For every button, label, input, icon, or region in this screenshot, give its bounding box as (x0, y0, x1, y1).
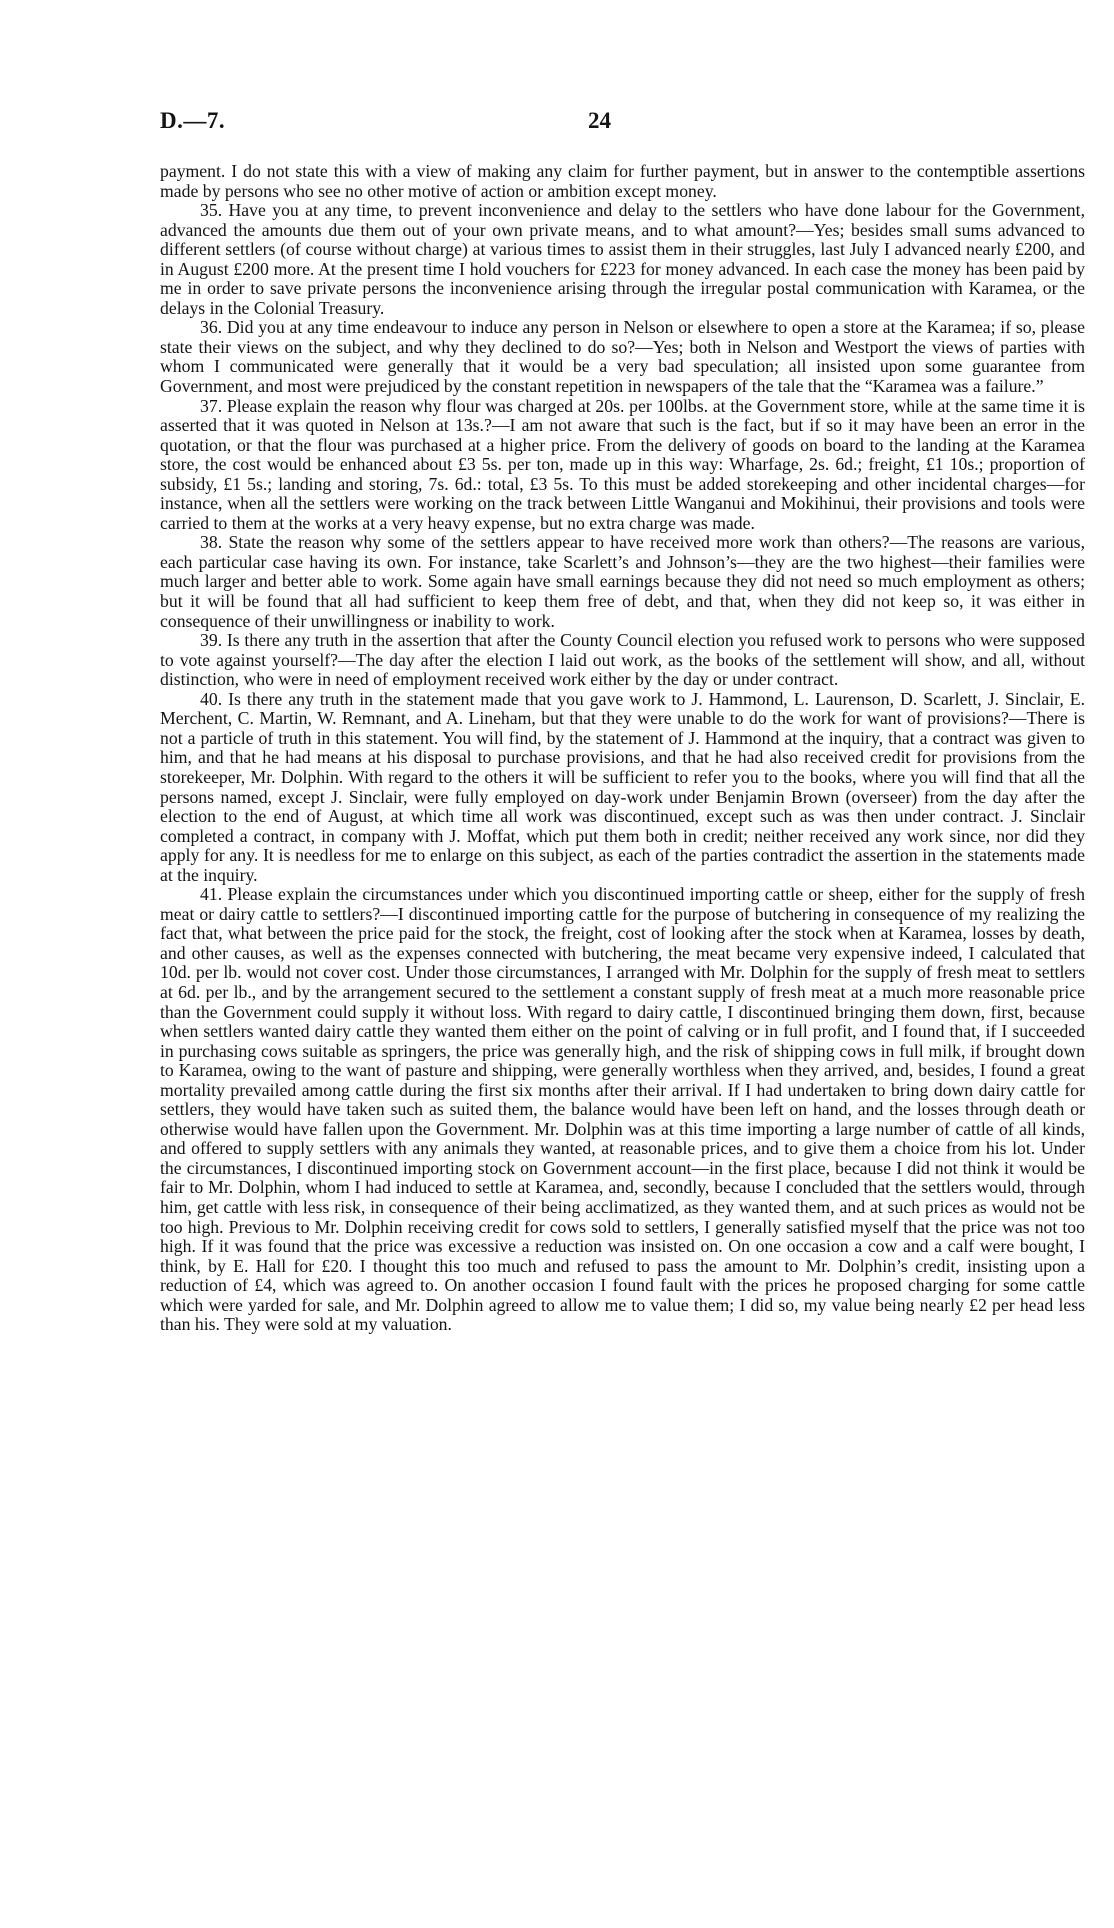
paragraph-continuation: payment. I do not state this with a view of making any claim for further payment, but in answer to the contemptible assertions made by persons who see no other motive of action or ambition except money. (160, 161, 1085, 201)
paragraph-question-37: 37. Please explain the reason why flour was charged at 20s. per 100lbs. at the Government store, while at the same time it is asserted that it was quoted in Nelson at 13s.?—I am not aware that such is the fact, but if so it may have been an error in the quotation, or that the flour was purchased at a higher price. From the delivery of goods on board to the landing at the Karamea store, the cost would be enhanced about £3 5s. per ton, made up in this way: Wharfage, 2s. 6d.; freight, £1 10s.; proportion of subsidy, £1 5s.; landing and storing, 7s. 6d.: total, £3 5s. To this must be added storekeeping and other incidental charges—for instance, when all the settlers were working on the track between Little Wanganui and Mokihinui, their provisions and tools were carried to them at the works at a very heavy expense, but no extra charge was made. (160, 395, 1085, 533)
page-header (160, 108, 1080, 142)
paragraph-question-39: 39. Is there any truth in the assertion that after the County Council election you refused work to persons who were supposed to vote against yourself?—The day after the election I laid out work, as the books of the settlement will show, and all, without distinction, who were in need of employment received work either by the day or under contract. (160, 630, 1085, 690)
paragraph-question-40: 40. Is there any truth in the statement made that you gave work to J. Hammond, L. Laurenson, D. Scarlett, J. Sinclair, E. Merchent, C. Martin, W. Remnant, and A. Lineham, but that they were unable to do the work for want of provisions?—There is not a particle of truth in this statement. You will find, by the statement of J. Hammond at the inquiry, that a contract was given to him, and that he had means at his disposal to purchase provisions, and that he had also received credit for provisions from the storekeeper, Mr. Dolphin. With regard to the others it will be sufficient to refer you to the books, where you will find that all the persons named, except J. Sinclair, were fully employed on day-work under Benjamin Brown (overseer) from the day after the election to the end of August, at which time all work was discontinued, except such as was then under contract. J. Sinclair completed a contract, in company with J. Moffat, which put them both in credit; neither received any work since, nor did they apply for any. It is needless for me to enlarge on this subject, as each of the parties contradict the assertion in the statements made at the inquiry. (160, 688, 1085, 885)
body-text (160, 162, 1085, 1335)
paragraph-question-41: 41. Please explain the circumstances under which you discontinued importing cattle or sheep, either for the supply of fresh meat or dairy cattle to settlers?—I discontinued importing cattle for the purpose of butchering in consequence of my realizing the fact that, what between the price paid for the stock, the freight, cost of looking after the stock when at Karamea, losses by death, and other causes, as well as the expenses connected with butchering, the meat became very expensive indeed, I calculated that 10d. per lb. would not cover cost. Under those circumstances, I arranged with Mr. Dolphin for the supply of fresh meat to settlers at 6d. per lb., and by the arrangement secured to the settlement a constant supply of fresh meat at a much more reasonable price than the Government could supply it without loss. With regard to dairy cattle, I discontinued bringing them down, first, because when settlers wanted dairy cattle they wanted them either on the point of calving or in full profit, and I found that, if I succeeded in purchasing cows suitable as springers, the price was generally high, and the risk of shipping cows in full milk, if brought down to Karamea, owing to the want of pasture and shipping, were generally worthless when they arrived, and, besides, I found a great mortality prevailed among cattle during the first six months after their arrival. If I had undertaken to bring down dairy cattle for settlers, they would have taken such as suited them, the balance would have been left on hand, and the losses through death or otherwise would have fallen upon the Government. Mr. Dolphin was at this time importing a large number of cattle of all kinds, and offered to supply settlers with any animals they wanted, at reasonable prices, and to give them a choice from his lot. Under the circumstances, I discontinued importing stock on Government account—in the first place, because I did not think it would be fair to Mr. Dolphin, whom I had induced to settle at Karamea, and, secondly, because I concluded that the settlers would, through him, get cattle with less risk, in consequence of their being acclimatized, as they wanted them, and at such prices as would not be too high. Previous to Mr. Dolphin receiving credit for cows sold to settlers, I generally satisfied myself that the price was not too high. If it was found that the price was excessive a reduction was insisted on. On one occasion a cow and a calf were bought, I think, by E. Hall for £20. I thought this too much and refused to pass the amount to Mr. Dolphin’s credit, insisting upon a reduction of £4, which was agreed to. On another occasion I found fault with the prices he proposed charging for some cattle which were yarded for sale, and Mr. Dolphin agreed to allow me to value them; I did so, my value being nearly £2 per head less than his. They were sold at my valuation. (160, 884, 1085, 1335)
paragraph-question-35: 35. Have you at any time, to prevent inconvenience and delay to the settlers who have done labour for the Government, advanced the amounts due them out of your own private means, and to what amount?—Yes; besides small sums advanced to different settlers (of course without charge) at various times to assist them in their struggles, last July I advanced nearly £200, and in August £200 more. At the present time I hold vouchers for £223 for money advanced. In each case the money has been paid by me in order to save private persons the inconvenience arising through the irregular postal communication with Karamea, or the delays in the Colonial Treasury. (160, 200, 1085, 318)
document-reference: D.—7. (160, 108, 226, 133)
paragraph-question-36: 36. Did you at any time endeavour to induce any person in Nelson or elsewhere to open a store at the Karamea; if so, please state their views on the subject, and why they declined to do so?—Yes; both in Nelson and Westport the views of parties with whom I communicated were generally that it would be a very bad speculation; all insisted upon some guarantee from Government, and most were prejudiced by the constant repetition in newspapers of the tale that the “Karamea was a failure.” (160, 317, 1085, 397)
page-number: 24 (588, 108, 611, 133)
paragraph-question-38: 38. State the reason why some of the settlers appear to have received more work than others?—The reasons are various, each particular case having its own. For instance, take Scarlett’s and Johnson’s—they are the two highest—their families were much larger and better able to work. Some again have small earnings because they did not need so much employment as others; but it will be found that all had sufficient to keep them free of debt, and that, when they did not keep so, it was either in consequence of their unwillingness or inability to work. (160, 532, 1085, 631)
